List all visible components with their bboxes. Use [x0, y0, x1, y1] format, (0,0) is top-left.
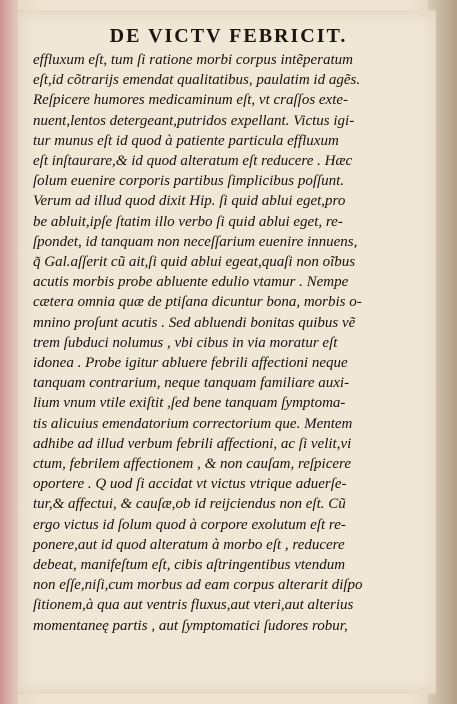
- text-line: ctum, febrilem affectionem , & non cauſam, reſpicere: [33, 456, 351, 473]
- text-line: cætera omnia quæ de ptiſana dicuntur bona, morbis o-: [33, 294, 362, 311]
- text-line: ſpondet, id tanquam non neceſſarium euenire innuens,: [33, 233, 358, 250]
- text-line: trem ſubduci nolumus , vbi cibus in via moratur eſt: [33, 334, 338, 351]
- text-line: idonea . Probe igitur abluere febrili affectioni neque: [33, 355, 348, 372]
- text-line: mnino proſunt acutis . Sed abluendi bonitas quibus vẽ: [33, 314, 356, 331]
- text-line: q̃ Gal.aſſerit cũ ait,ſi quid ablui egeat,quaſi non oĩbus: [33, 254, 356, 271]
- text-line: tur munus eſt id quod à patiente particula effluxum: [33, 132, 339, 149]
- text-line: adhibe ad illud verbum febrili affectioni, ac ſi velit,vi: [33, 435, 352, 452]
- text-line: ponere,aut id quod alteratum à morbo eſt , reducere: [33, 536, 345, 553]
- text-line: effluxum eſt, tum ſi ratione morbi corpus intẽperatum: [33, 52, 353, 68]
- left-page-edge: [0, 0, 18, 704]
- text-line: ergo victus id ſolum quod à corpore exolutum eſt re-: [33, 516, 346, 533]
- text-line: Reſpicere humores medicaminum eſt, vt craſſos exte-: [33, 92, 349, 109]
- text-line: tur,& affectui, & cauſæ,ob id reijciendus non eſt. Cũ: [33, 496, 346, 513]
- text-line: ſolum euenire corporis partibus ſimplicibus poſſunt.: [33, 173, 345, 190]
- text-line: tanquam contrarium, neque tanquam familiare auxi-: [33, 375, 350, 392]
- running-head: DE VICTV FEBRICIT.: [109, 25, 348, 47]
- text-line: Verum ad illud quod dixit Hip. ſi quid ablui eget,pro: [33, 193, 346, 210]
- text-line: eſt,id cõtrarijs emendat qualitatibus, paulatim id agẽs.: [33, 72, 361, 89]
- text-line: ſitionem,à qua aut ventris fluxus,aut vteri,aut alterius: [33, 597, 354, 614]
- text-line: nuent,lentos detergeant,putridos expellant. Victus igi-: [33, 112, 355, 129]
- text-line: debeat, manifeſtum eſt, cibis aſtringentibus vtendum: [33, 557, 346, 574]
- body-text: [33, 50, 425, 636]
- text-line: momentaneę partis , aut ſymptomatici ſudores robur,: [33, 617, 348, 634]
- text-line: tis alicuius emendatorium correctorium que. Mentem: [33, 415, 353, 432]
- text-line: eſt inſtaurare,& id quod alteratum eſt reducere . Hæc: [33, 153, 353, 170]
- text-line: acutis morbis probe abluente edulio vtamur . Nempe: [33, 274, 349, 291]
- text-line: be abluit,ipſe ſtatim illo verbo ſi quid ablui eget, re-: [33, 213, 343, 230]
- text-line: non eſſe,niſi,cum morbus ad eam corpus alterarit diſpo: [33, 577, 363, 594]
- text-line: oportere . Q uod ſi accidat vt victus vtrique aduerſe-: [33, 476, 347, 493]
- text-line: lium vnum vtile exiſtit ,ſed bene tanquam ſymptoma-: [33, 395, 346, 412]
